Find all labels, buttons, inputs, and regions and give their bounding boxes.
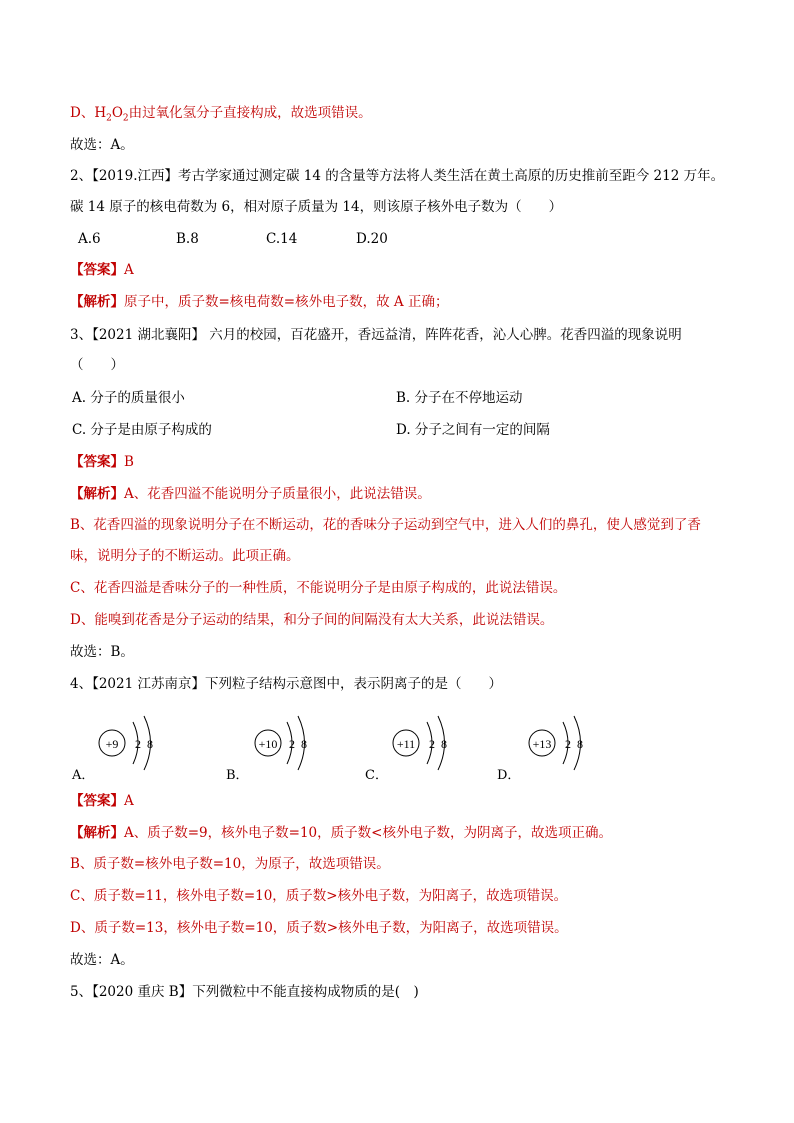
svg-text:2: 2 — [429, 737, 435, 751]
q1-option-d-analysis: D、$H_2O_2$由过氧化氢分子直接构成，故选项错误。 — [70, 105, 372, 124]
q4-stem: 4、【2021 江苏南京】下列粒子结构示意图中，表示阴离子的是（ ） — [70, 676, 502, 692]
q3-option-b: B. 分子在不停地运动 — [396, 390, 523, 406]
svg-text:8: 8 — [301, 737, 307, 751]
svg-text:+11: +11 — [396, 737, 416, 751]
analysis-tag: 【解析】 — [70, 294, 124, 310]
q2-option-d: D.20 — [356, 231, 388, 247]
q3-analysis-c: C、花香四溢是香味分子的一种性质，不能说明分子是由原子构成的，此说法错误。 — [70, 580, 567, 596]
q4-analysis-d: D、质子数=13，核外电子数=10，质子数>核外电子数，为阳离子，故选项错误。 — [70, 920, 568, 936]
q4-analysis-c: C、质子数=11，核外电子数=10，质子数>核外电子数，为阳离子，故选项错误。 — [70, 888, 568, 904]
q2-option-c: C.14 — [266, 231, 298, 247]
q3-stem-line1: 3、【2021 湖北襄阳】 六月的校园，百花盛开，香远益清，阵阵花香，沁人心脾。花香四溢的现象说明 — [70, 327, 682, 343]
answer-value: B — [124, 454, 134, 470]
answer-value: A — [124, 262, 134, 278]
q4-analysis-a — [70, 823, 612, 843]
q4-option-b-label: B． — [226, 768, 249, 783]
atom-diagram-a — [96, 706, 176, 776]
q3-option-c: C. 分子是由原子构成的 — [72, 422, 212, 438]
q4-option-c-label: C． — [365, 768, 388, 783]
svg-text:2: 2 — [135, 737, 141, 751]
svg-text:+9: +9 — [105, 737, 119, 751]
analysis-tag: 【解析】 — [70, 825, 124, 841]
q4-option-d-label: D． — [497, 768, 521, 783]
svg-text:8: 8 — [147, 737, 153, 751]
q2-stem-line1: 2、【2019.江西】考古学家通过测定碳 14 的含量等方法将人类生活在黄土高原的历史推前至距今 212 万年。 — [70, 168, 725, 184]
q2-stem-line2: 碳 14 原子的核电荷数为 6，相对原子质量为 14，则该原子核外电子数为（ ） — [70, 199, 563, 215]
svg-text:+10: +10 — [258, 737, 278, 751]
svg-text:8: 8 — [441, 737, 447, 751]
svg-text:8: 8 — [577, 737, 583, 751]
svg-text:2: 2 — [565, 737, 571, 751]
q1-choose: 故选：A。 — [70, 137, 134, 153]
q2-analysis — [70, 292, 448, 312]
q2-option-b: B.8 — [176, 231, 199, 247]
q3-option-a: A. 分子的质量很小 — [72, 390, 185, 406]
q3-analysis-b-line1: B、花香四溢的现象说明分子在不断运动，花的香味分子运动到空气中，进入人们的鼻孔，使人感觉到了香 — [70, 517, 701, 533]
analysis-text: A、花香四溢不能说明分子质量很小，此说法错误。 — [124, 486, 431, 502]
analysis-text: A、质子数=9，核外电子数=10，质子数<核外电子数，为阴离子，故选项正确。 — [124, 825, 612, 841]
analysis-tag: 【解析】 — [70, 486, 124, 502]
q2-option-a: A.6 — [78, 231, 101, 247]
atom-diagram-c — [390, 706, 470, 776]
q5-stem: 5、【2020 重庆 B】下列微粒中不能直接构成物质的是( ) — [70, 984, 419, 1000]
analysis-text: 原子中，质子数=核电荷数=核外电子数，故 A 正确； — [124, 294, 449, 310]
svg-text:+13: +13 — [532, 737, 552, 751]
answer-value: A — [124, 793, 134, 809]
atom-diagram-b — [250, 706, 330, 776]
q4-answer — [70, 791, 134, 811]
q2-answer — [70, 260, 134, 280]
answer-tag: 【答案】 — [70, 262, 124, 278]
q4-option-a-label: A． — [72, 768, 95, 783]
q3-analysis-d: D、能嗅到花香是分子运动的结果，和分子间的间隔没有太大关系，此说法错误。 — [70, 612, 554, 628]
q3-analysis-b-line2: 味，说明分子的不断运动。此项正确。 — [70, 548, 300, 564]
q3-option-d: D. 分子之间有一定的间隔 — [396, 422, 550, 438]
q3-answer — [70, 452, 134, 472]
answer-tag: 【答案】 — [70, 454, 124, 470]
q4-choose: 故选：A。 — [70, 952, 134, 968]
q3-analysis-a — [70, 484, 431, 504]
answer-tag: 【答案】 — [70, 793, 124, 809]
svg-text:2: 2 — [289, 737, 295, 751]
q3-choose: 故选：B。 — [70, 644, 134, 660]
q3-stem-line2: （ ） — [70, 357, 124, 373]
q4-analysis-b: B、质子数=核外电子数=10，为原子，故选项错误。 — [70, 856, 390, 872]
atom-diagram-d — [526, 706, 606, 776]
